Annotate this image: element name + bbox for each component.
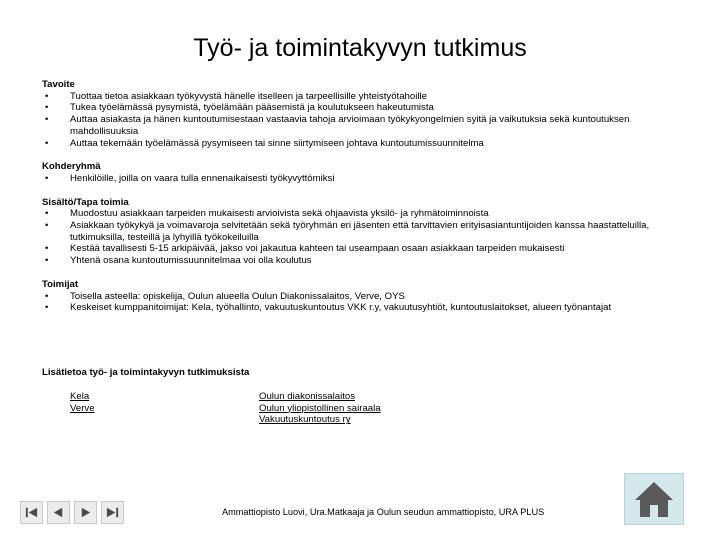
section-heading: Toimijat [42,278,79,290]
list-item: • Auttaa asiakasta ja hänen kuntoutumisestaan vastaavia tahoja arvioimaan työkykyongelmien syitä ja vaikutuksia sekä kuntoutuksen mahdollisuuksia [42,114,682,137]
section-heading: Tavoite [42,79,75,90]
previous-slide-icon [51,505,66,520]
list-item: • Keskeiset kumppanitoimijat: Kela, työhallinto, vakuutuskuntoutus VKK r.y, vakuutusyhtiöt, kuntoutuslaitokset, alueen työnantajat [42,302,682,314]
section-tavoite [42,79,682,149]
last-slide-button[interactable] [101,501,124,524]
section-heading: Kohderyhmä [42,161,101,173]
links-right [259,391,381,426]
section-toimijat [42,279,682,314]
home-icon [632,478,676,520]
next-slide-icon [78,505,93,520]
link-oulun-yliopistollinen-sairaala[interactable]: Oulun yliopistollinen sairaala [259,402,381,414]
footer-text: Ammattiopisto Luovi, Ura.Matkaaja ja Oulun seudun ammattiopisto, URA PLUS [222,507,545,517]
more-info-heading: Lisätietoa työ- ja toimintakyvyn tutkimuksista [42,367,250,378]
home-button[interactable] [624,473,684,525]
slide-navigation [20,501,124,524]
link-oulun-diakonissalaitos[interactable]: Oulun diakonissalaitos [259,391,355,402]
bullet-list [42,91,682,150]
section-heading: Sisältö/Tapa toimia [42,196,129,208]
previous-slide-button[interactable] [47,501,70,524]
list-item: • Tukea työelämässä pysymistä, työelämään pääsemistä ja koulutukseen hakeutumista [42,102,682,114]
list-item: • Asiakkaan työkykyä ja voimavaroja selvitetään sekä työryhmän eri jäsenten että tarvittavien erityisasiantuntijoiden kanssa haastatteluilla, tutkimuksilla, testeillä ja lyhyillä työkokeiluilla [42,220,682,243]
link-vakuutuskuntoutus[interactable]: Vakuutuskuntoutus ry [259,414,351,426]
bullet-list [42,291,682,314]
bullet-list [42,208,682,267]
first-slide-icon [24,505,39,520]
link-kela[interactable]: Kela [70,391,90,402]
list-item: • Yhtenä osana kuntoutumissuunnitelmaa voi olla koulutus [42,255,682,267]
list-item: • Henkilöille, joilla on vaara tulla ennenaikaisesti työkyvyttömiksi [42,173,682,185]
next-slide-button[interactable] [74,501,97,524]
last-slide-icon [105,505,120,520]
section-sisalto [42,197,682,267]
main-content [42,79,682,326]
list-item: • Tuottaa tietoa asiakkaan työkyvystä hänelle itselleen ja tarpeellisille yhteistyötahoille [42,91,682,103]
list-item: • Toisella asteella: opiskelija, Oulun alueella Oulun Diakonissalaitos, Verve, OYS [42,291,682,303]
section-kohderyhma [42,161,682,184]
first-slide-button[interactable] [20,501,43,524]
list-item: • Kestää tavallisesti 5-15 arkipäivää, jakso voi jakautua kahteen tai useampaan osaan asiakkaan tarpeiden mukaisesti [42,243,682,255]
bullet-list [42,173,682,185]
page-title: Työ- ja toimintakyvyn tutkimus [193,34,527,62]
list-item: • Muodostuu asiakkaan tarpeiden mukaisesti arvioivista sekä ohjaavista yksilö- ja ryhmätoiminnoista [42,208,682,220]
link-verve[interactable]: Verve [70,402,95,414]
list-item: • Auttaa tekemään työelämässä pysymiseen tai sinne siirtymiseen johtava kuntoutumissuunnitelma [42,138,682,150]
links-left [70,391,95,414]
